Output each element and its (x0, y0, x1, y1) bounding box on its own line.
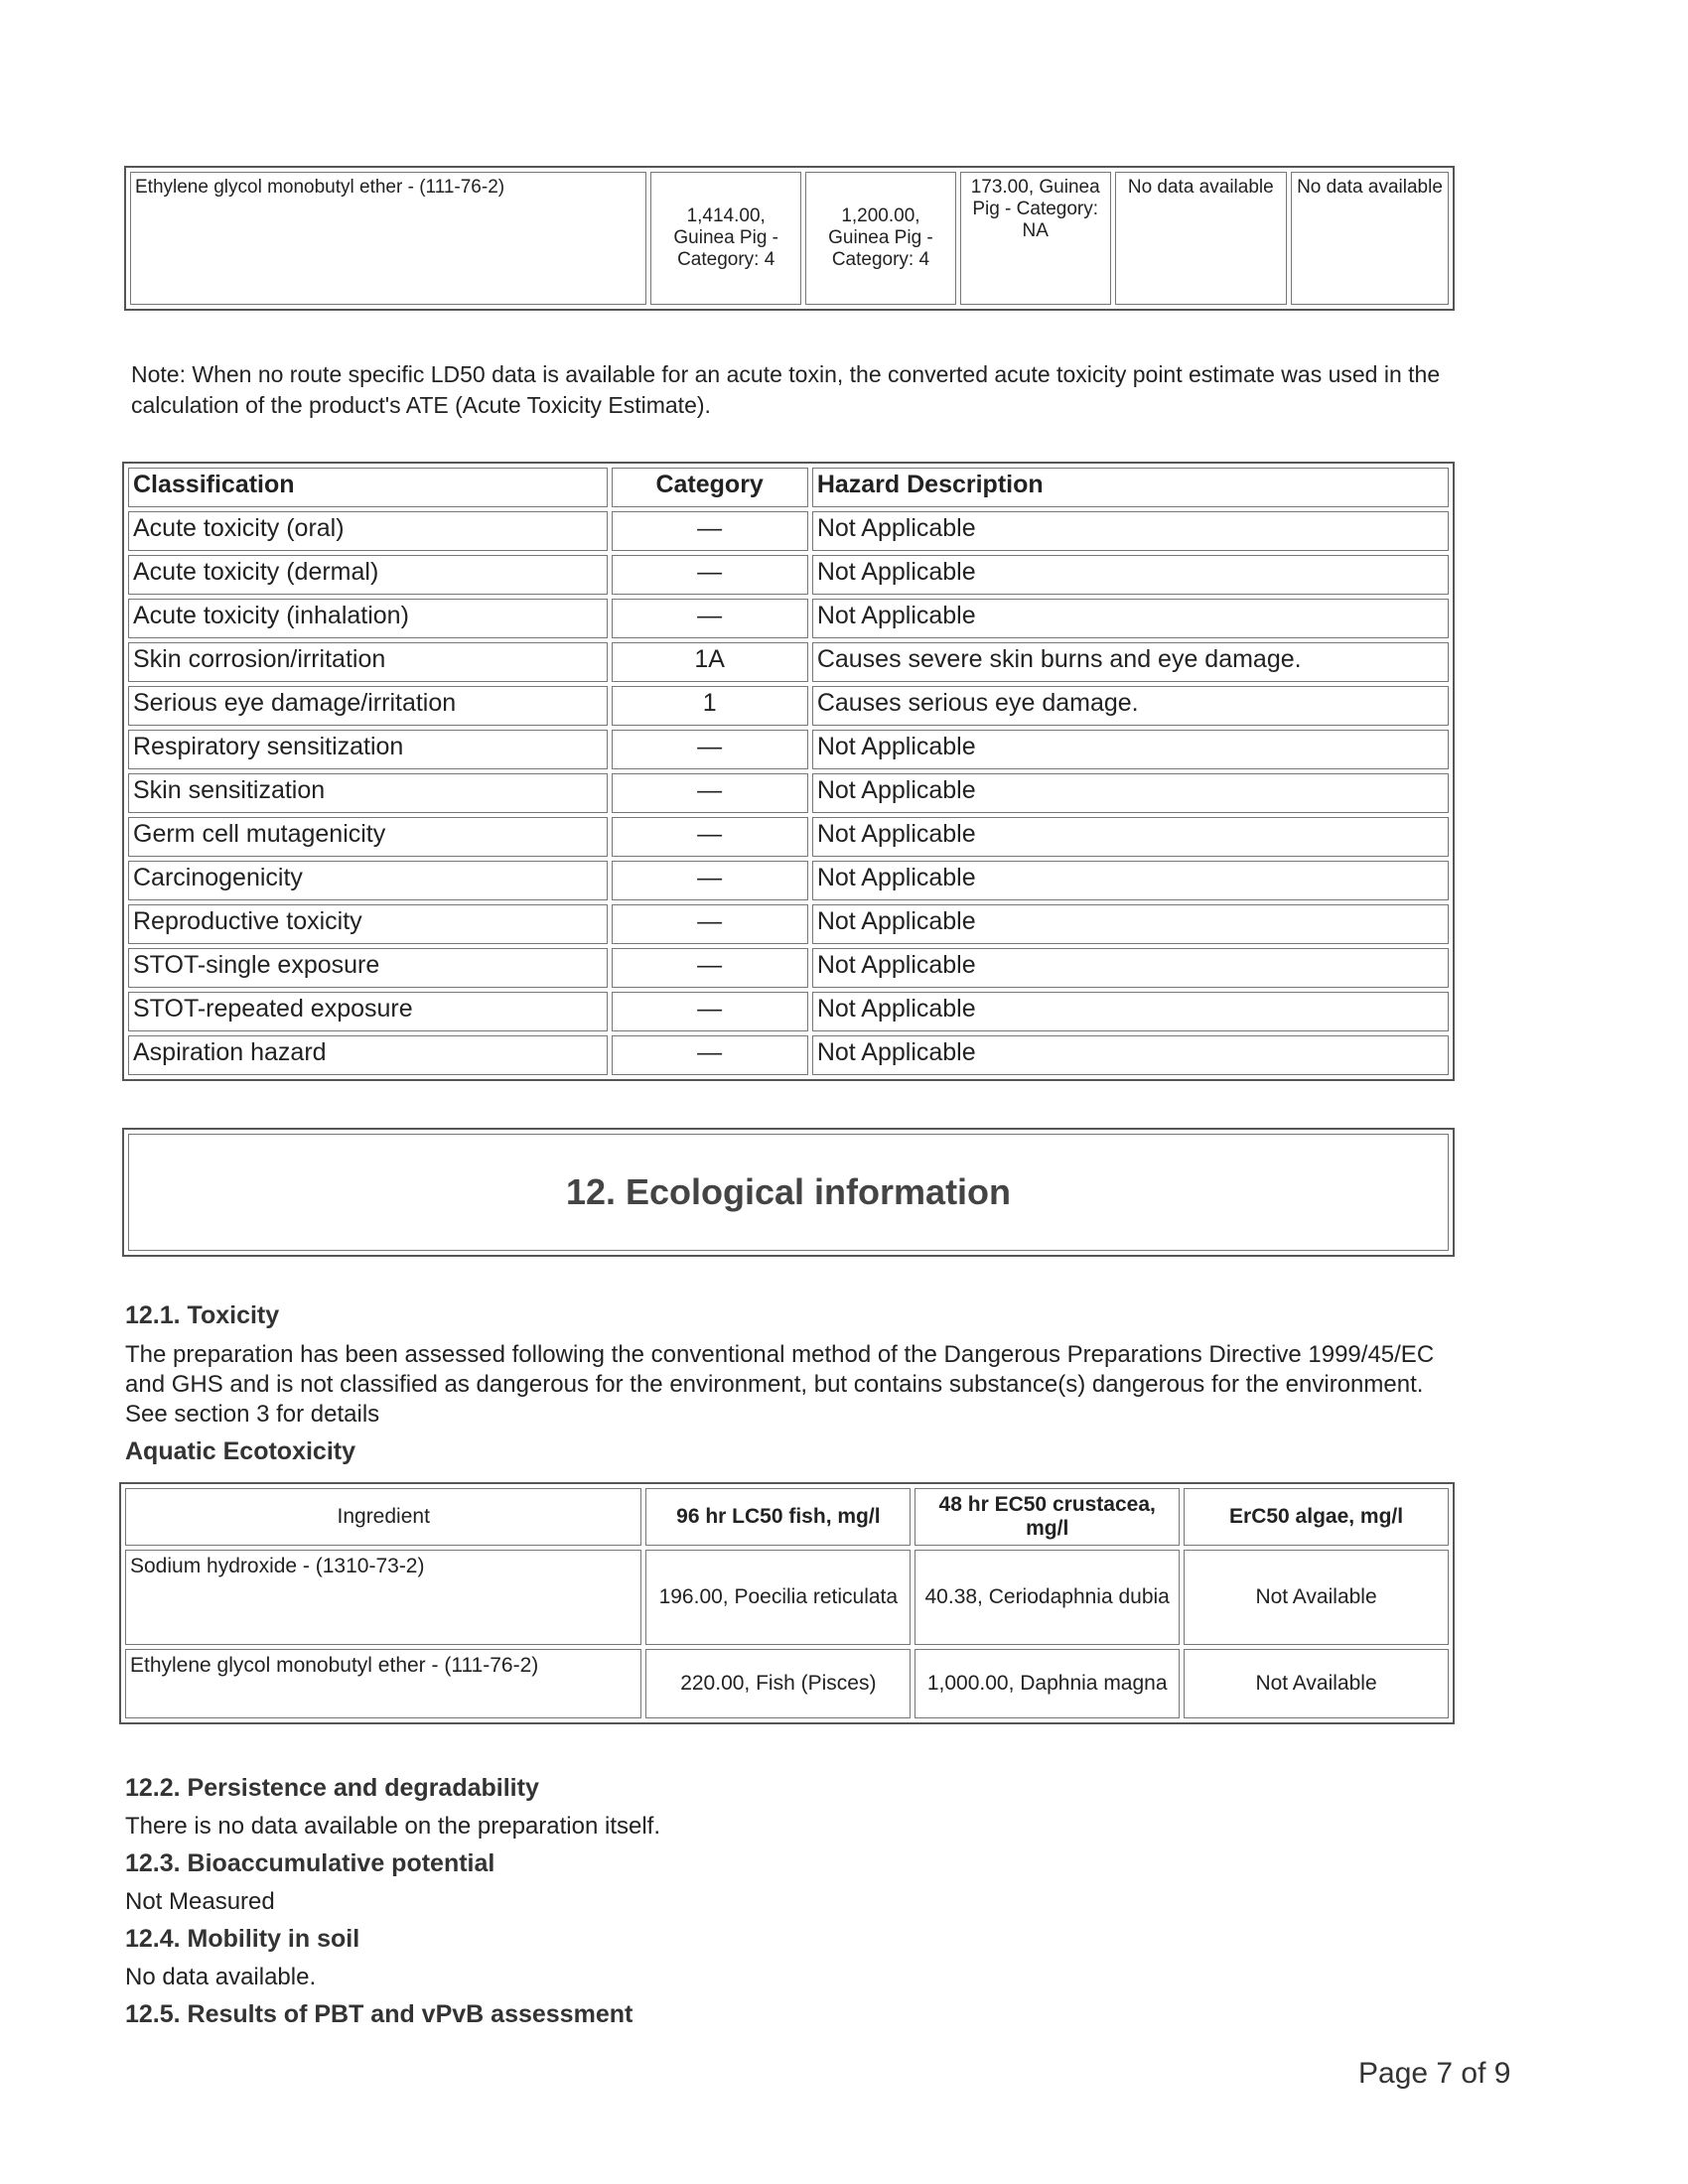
column-header: ErC50 algae, mg/l (1184, 1488, 1449, 1546)
category-cell: — (612, 1035, 808, 1075)
hazard-description-cell: Not Applicable (812, 555, 1449, 595)
category-cell: — (612, 992, 808, 1031)
hazard-description-cell: Causes severe skin burns and eye damage. (812, 642, 1449, 682)
classification-cell: Carcinogenicity (128, 861, 608, 900)
classification-cell: STOT-single exposure (128, 948, 608, 988)
inhalation-dust-cell: No data available (1115, 172, 1287, 305)
classification-cell: Skin sensitization (128, 773, 608, 813)
classification-cell: Skin corrosion/irritation (128, 642, 608, 682)
category-cell: — (612, 817, 808, 857)
page-number: Page 7 of 9 (1358, 2057, 1511, 2090)
heading-12-1: 12.1. Toxicity (125, 1301, 280, 1329)
hazard-description-cell: Not Applicable (812, 817, 1449, 857)
hazard-description-cell: Not Applicable (812, 861, 1449, 900)
table-row (128, 904, 1449, 944)
column-header: 96 hr LC50 fish, mg/l (645, 1488, 911, 1546)
hazard-description-cell: Causes serious eye damage. (812, 686, 1449, 726)
section-title: 12. Ecological information (128, 1134, 1449, 1251)
lc50-fish-cell: 196.00, Poecilia reticulata (645, 1550, 911, 1645)
oral-ld50-cell: 1,414.00, Guinea Pig - Category: 4 (650, 172, 801, 305)
column-header: Hazard Description (812, 468, 1449, 507)
table-row (128, 948, 1449, 988)
classification-cell: STOT-repeated exposure (128, 992, 608, 1031)
table-row (128, 773, 1449, 813)
category-cell: — (612, 861, 808, 900)
hazard-description-cell: Not Applicable (812, 1035, 1449, 1075)
hazard-description-cell: Not Applicable (812, 599, 1449, 638)
classification-cell: Aspiration hazard (128, 1035, 608, 1075)
inhalation-vapor-cell: 173.00, Guinea Pig - Category: NA (960, 172, 1111, 305)
table-row (128, 1035, 1449, 1075)
hazard-description-cell: Not Applicable (812, 948, 1449, 988)
table-row (128, 511, 1449, 551)
table-header-row (128, 468, 1449, 507)
category-cell: 1 (612, 686, 808, 726)
table-row (125, 1649, 1449, 1718)
column-header: 48 hr EC50 crustacea, mg/l (914, 1488, 1180, 1546)
classification-cell: Reproductive toxicity (128, 904, 608, 944)
classification-cell: Acute toxicity (dermal) (128, 555, 608, 595)
table-row (128, 730, 1449, 769)
ingredient-cell: Sodium hydroxide - (1310-73-2) (125, 1550, 641, 1645)
section-header-box (122, 1128, 1455, 1257)
hazard-description-cell: Not Applicable (812, 773, 1449, 813)
dermal-ld50-cell: 1,200.00, Guinea Pig - Category: 4 (805, 172, 956, 305)
table-header-row (125, 1488, 1449, 1546)
category-cell: — (612, 555, 808, 595)
toxicity-text: The preparation has been assessed following the conventional method of the Dangerous Preparations Directive 1999/45/EC and GHS and is not classified as dangerous for the environment, but contains substance(s) dangerous for the environment. See section 3 for details (125, 1341, 1435, 1428)
table-row (128, 555, 1449, 595)
category-cell: — (612, 730, 808, 769)
classification-cell: Serious eye damage/irritation (128, 686, 608, 726)
hazard-description-cell: Not Applicable (812, 904, 1449, 944)
lc50-fish-cell: 220.00, Fish (Pisces) (645, 1649, 911, 1718)
hazard-description-cell: Not Applicable (812, 511, 1449, 551)
table-row (128, 817, 1449, 857)
hazard-description-cell: Not Applicable (812, 730, 1449, 769)
classification-cell: Respiratory sensitization (128, 730, 608, 769)
category-cell: 1A (612, 642, 808, 682)
hazard-description-cell: Not Applicable (812, 992, 1449, 1031)
heading-12-2: 12.2. Persistence and degradability (125, 1774, 539, 1802)
column-header: Ingredient (125, 1488, 641, 1546)
category-cell: — (612, 511, 808, 551)
acute-toxicity-table (124, 166, 1455, 311)
table-row (128, 599, 1449, 638)
category-cell: — (612, 773, 808, 813)
mobility-text: No data available. (125, 1964, 317, 1990)
ingredient-cell: Ethylene glycol monobutyl ether - (111-76-2) (130, 172, 646, 305)
heading-12-5: 12.5. Results of PBT and vPvB assessment (125, 2000, 633, 2028)
ec50-crustacea-cell: 1,000.00, Daphnia magna (914, 1649, 1180, 1718)
column-header: Classification (128, 468, 608, 507)
column-header: Category (612, 468, 808, 507)
classification-cell: Acute toxicity (oral) (128, 511, 608, 551)
table-row (130, 172, 1449, 305)
table-row (125, 1550, 1449, 1645)
erc50-algae-cell: Not Available (1184, 1649, 1449, 1718)
category-cell: — (612, 948, 808, 988)
ate-note: Note: When no route specific LD50 data is available for an acute toxin, the converted acute toxicity point estimate was used in the calculation of the product's ATE (Acute Toxicity Estimate). (131, 361, 1441, 418)
table-row (128, 992, 1449, 1031)
category-cell: — (612, 599, 808, 638)
aquatic-ecotoxicity-heading: Aquatic Ecotoxicity (125, 1437, 355, 1465)
heading-12-3: 12.3. Bioaccumulative potential (125, 1849, 495, 1877)
ec50-crustacea-cell: 40.38, Ceriodaphnia dubia (914, 1550, 1180, 1645)
classification-cell: Acute toxicity (inhalation) (128, 599, 608, 638)
bioaccumulative-text: Not Measured (125, 1888, 275, 1915)
aquatic-ecotoxicity-table (119, 1482, 1455, 1724)
heading-12-4: 12.4. Mobility in soil (125, 1925, 360, 1953)
persistence-text: There is no data available on the preparation itself. (125, 1813, 661, 1840)
table-row (128, 686, 1449, 726)
inhalation-gas-cell: No data available (1291, 172, 1449, 305)
ingredient-cell: Ethylene glycol monobutyl ether - (111-76-2) (125, 1649, 641, 1718)
table-row (128, 642, 1449, 682)
category-cell: — (612, 904, 808, 944)
classification-cell: Germ cell mutagenicity (128, 817, 608, 857)
table-row (128, 861, 1449, 900)
classification-table (122, 462, 1455, 1081)
erc50-algae-cell: Not Available (1184, 1550, 1449, 1645)
